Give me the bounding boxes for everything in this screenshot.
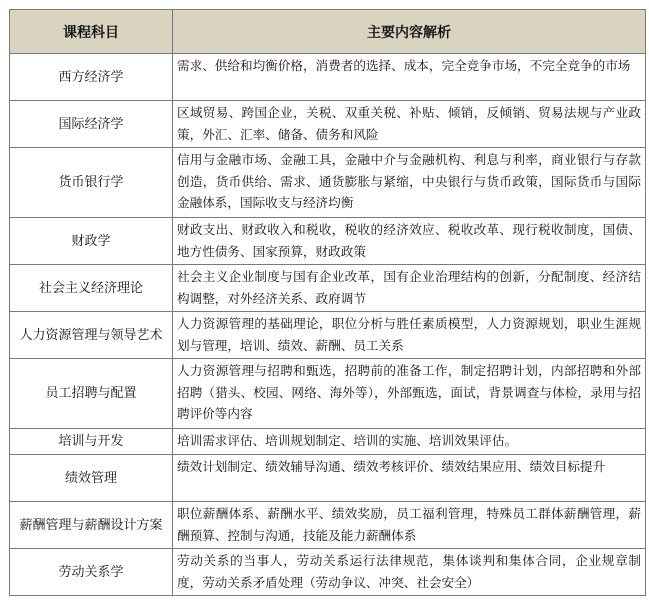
subject-cell: 劳动关系学 (10, 549, 173, 596)
subject-cell: 薪酬管理与薪酬设计方案 (10, 502, 173, 549)
content-cell: 人力资源管理与招聘和甄选，招聘前的准备工作，制定招聘计划，内部招聘和外部招聘（猎头、校园、网络、海外等），外部甄选，面试，背景调查与体检，录用与招聘评价等内容 (173, 359, 646, 429)
table-row (10, 429, 646, 455)
content-cell: 培训需求评估、培训规划制定、培训的实施、培训效果评估。 (173, 429, 646, 455)
table-row (10, 549, 646, 596)
content-cell: 需求、供给和均衡价格，消费者的选择、成本，完全竞争市场，不完全竞争的市场 (173, 54, 646, 101)
subject-cell: 员工招聘与配置 (10, 359, 173, 429)
content-cell: 职位薪酬体系、薪酬水平、绩效奖励，员工福利管理，特殊员工群体薪酬管理，薪酬预算、控制与沟通，技能及能力薪酬体系 (173, 502, 646, 549)
content-cell: 劳动关系的当事人，劳动关系运行法律规范，集体谈判和集体合同，企业规章制度，劳动关系矛盾处理（劳动争议、冲突、社会安全） (173, 549, 646, 596)
subject-cell: 社会主义经济理论 (10, 265, 173, 312)
table-row (10, 101, 646, 148)
subject-cell: 货币银行学 (10, 148, 173, 218)
table-row (10, 502, 646, 549)
content-cell: 信用与金融市场、金融工具，金融中介与金融机构、利息与利率，商业银行与存款创造，货币供给、需求、通货膨胀与紧缩，中央银行与货币政策，国际货币与国际金融体系，国际收支与经济均衡 (173, 148, 646, 218)
subject-cell: 国际经济学 (10, 101, 173, 148)
header-row (10, 10, 646, 54)
content-cell: 绩效计划制定、绩效辅导沟通、绩效考核评价、绩效结果应用、绩效目标提升 (173, 455, 646, 502)
content-cell: 社会主义企业制度与国有企业改革，国有企业治理结构的创新，分配制度、经济结构调整，对外经济关系、政府调节 (173, 265, 646, 312)
header-content: 主要内容解析 (173, 10, 646, 54)
content-cell: 财政支出、财政收入和税收，税收的经济效应、税收改革、现行税收制度，国债、地方性债务、国家预算，财政政策 (173, 218, 646, 265)
table-row (10, 455, 646, 502)
subject-cell: 人力资源管理与领导艺术 (10, 312, 173, 359)
subject-cell: 西方经济学 (10, 54, 173, 101)
subject-cell: 培训与开发 (10, 429, 173, 455)
content-cell: 人力资源管理的基础理论，职位分析与胜任素质模型，人力资源规划，职业生涯规划与管理，培训、绩效、薪酬、员工关系 (173, 312, 646, 359)
course-table (9, 9, 646, 596)
header-subject: 课程科目 (10, 10, 173, 54)
table-row (10, 218, 646, 265)
table-row (10, 312, 646, 359)
subject-cell: 财政学 (10, 218, 173, 265)
table-row (10, 54, 646, 101)
subject-cell: 绩效管理 (10, 455, 173, 502)
content-cell: 区域贸易、跨国企业，关税、双重关税、补贴、倾销，反倾销、贸易法规与产业政策，外汇、汇率、储备、债务和风险 (173, 101, 646, 148)
table-row (10, 359, 646, 429)
table-row (10, 148, 646, 218)
table-row (10, 265, 646, 312)
